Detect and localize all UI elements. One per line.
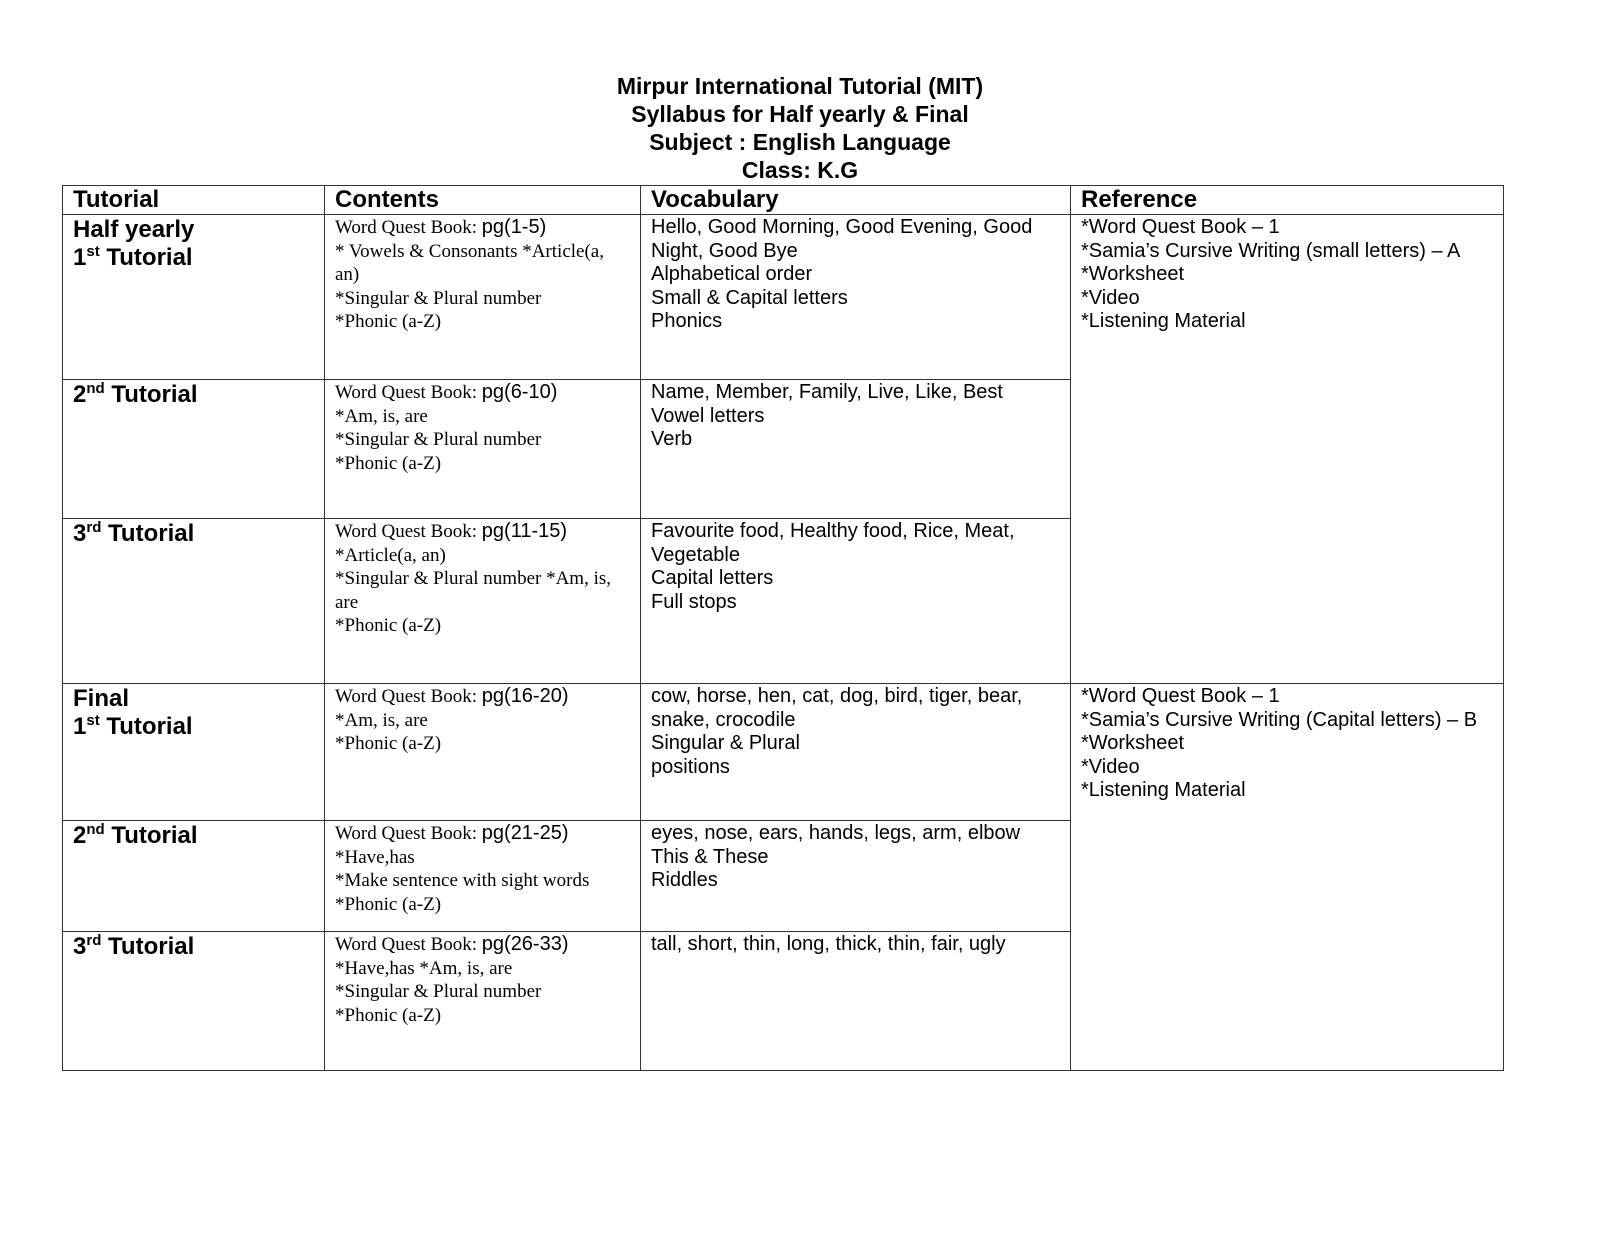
tutorial-cell <box>63 380 325 519</box>
contents-pages: pg(6-10) <box>481 381 558 403</box>
tutorial-cell <box>63 684 325 821</box>
table-row <box>63 684 1504 821</box>
reference-item: *Word Quest Book – 1 <box>1081 685 1280 707</box>
tutorial-number: 3 <box>73 520 87 547</box>
contents-book: Word Quest Book: <box>335 934 482 955</box>
tutorial-cell <box>63 932 325 1071</box>
contents-item: *Phonic (a-Z) <box>335 1004 442 1026</box>
reference-item: *Samia’s Cursive Writing (Capital letters) – B <box>1081 708 1478 731</box>
vocabulary-item: Small & Capital letters <box>651 286 848 309</box>
contents-book: Word Quest Book: <box>335 217 482 238</box>
vocabulary-cell <box>641 821 1071 932</box>
tutorial-cell <box>63 215 325 380</box>
contents-item: *Phonic (a-Z) <box>335 615 442 636</box>
tutorial-number: 2 <box>73 381 87 408</box>
vocabulary-item: Favourite food, Healthy food, Rice, Meat, Vegetable <box>651 520 1015 566</box>
reference-item: *Video <box>1081 755 1140 778</box>
contents-item: * Vowels & Consonants *Article(a, an) <box>335 240 604 285</box>
vocabulary-item: Alphabetical order <box>651 263 813 285</box>
tutorial-cell <box>63 519 325 684</box>
term-label: Half yearly <box>73 216 195 243</box>
syllabus-title: Syllabus for Half yearly & Final <box>631 101 969 127</box>
reference-item: *Worksheet <box>1081 263 1185 285</box>
tutorial-label: Tutorial <box>106 713 193 740</box>
vocabulary-item: Verb <box>651 428 693 450</box>
tutorial-label: Tutorial <box>111 822 198 849</box>
contents-cell <box>325 215 641 380</box>
vocabulary-item: Phonics <box>651 310 723 332</box>
reference-cell-half-yearly <box>1071 215 1504 684</box>
contents-pages: pg(21-25) <box>481 822 569 844</box>
column-header-contents: Contents <box>325 186 641 215</box>
vocabulary-item: Riddles <box>651 869 718 891</box>
vocabulary-item: Vowel letters <box>651 404 765 427</box>
vocabulary-item: Name, Member, Family, Live, Like, Best <box>651 381 1003 403</box>
tutorial-label: Tutorial <box>111 381 198 408</box>
reference-item: *Worksheet <box>1081 732 1185 754</box>
subject-title: Subject : English Language <box>649 129 951 155</box>
contents-item: *Singular & Plural number <box>335 429 542 450</box>
contents-item: *Phonic (a-Z) <box>335 733 442 754</box>
school-name: Mirpur International Tutorial (MIT) <box>616 73 984 99</box>
tutorial-label: Tutorial <box>108 933 195 960</box>
tutorial-label: Tutorial <box>106 244 193 271</box>
contents-pages: pg(11-15) <box>481 520 568 542</box>
contents-cell <box>325 932 641 1071</box>
reference-cell-final <box>1071 684 1504 1071</box>
contents-pages: pg(16-20) <box>481 685 569 707</box>
vocabulary-item: Singular & Plural <box>651 732 800 754</box>
reference-item: *Listening Material <box>1081 779 1246 801</box>
tutorial-ordinal: st <box>86 712 100 729</box>
tutorial-ordinal: nd <box>86 821 105 838</box>
contents-item: *Singular & Plural number <box>335 981 542 1002</box>
tutorial-ordinal: rd <box>86 519 102 536</box>
tutorial-number: 1 <box>73 244 87 271</box>
contents-item: *Phonic (a-Z) <box>335 311 442 332</box>
table-row <box>63 215 1504 380</box>
vocabulary-item: Capital letters <box>651 567 774 589</box>
table-header-row <box>63 186 1504 215</box>
vocabulary-item: Full stops <box>651 590 737 613</box>
tutorial-number: 1 <box>73 713 87 740</box>
reference-item: *Video <box>1081 286 1140 309</box>
reference-item: *Samia’s Cursive Writing (small letters) – A <box>1081 239 1461 262</box>
vocabulary-item: tall, short, thin, long, thick, thin, fair, ugly <box>651 933 1006 955</box>
tutorial-ordinal: rd <box>86 932 102 949</box>
reference-item: *Word Quest Book – 1 <box>1081 216 1280 238</box>
contents-cell <box>325 519 641 684</box>
contents-book: Word Quest Book: <box>335 686 482 707</box>
contents-cell <box>325 684 641 821</box>
tutorial-ordinal: st <box>86 243 100 260</box>
vocabulary-item: Hello, Good Morning, Good Evening, Good Night, Good Bye <box>651 216 1033 262</box>
vocabulary-cell <box>641 215 1071 380</box>
contents-book: Word Quest Book: <box>335 521 482 542</box>
term-label: Final <box>73 685 130 712</box>
contents-item: *Make sentence with sight words <box>335 870 590 891</box>
vocabulary-item: positions <box>651 755 730 778</box>
class-title: Class: K.G <box>741 157 859 183</box>
contents-cell <box>325 821 641 932</box>
vocabulary-cell <box>641 519 1071 684</box>
contents-pages: pg(26-33) <box>481 933 569 955</box>
column-header-reference: Reference <box>1071 186 1504 215</box>
contents-item: *Phonic (a-Z) <box>335 452 442 474</box>
contents-item: *Singular & Plural number <box>335 287 542 309</box>
column-header-tutorial: Tutorial <box>63 186 325 215</box>
contents-cell <box>325 380 641 519</box>
syllabus-table <box>62 185 1504 1071</box>
contents-item: *Have,has <box>335 846 415 868</box>
tutorial-number: 3 <box>73 933 87 960</box>
contents-item: *Singular & Plural number *Am, is, are <box>335 568 612 613</box>
reference-item: *Listening Material <box>1081 310 1246 332</box>
tutorial-label: Tutorial <box>108 520 195 547</box>
tutorial-cell <box>63 821 325 932</box>
contents-item: *Phonic (a-Z) <box>335 893 442 915</box>
tutorial-ordinal: nd <box>86 380 105 397</box>
column-header-vocabulary: Vocabulary <box>641 186 1071 215</box>
contents-pages: pg(1-5) <box>481 216 547 238</box>
vocabulary-item: This & These <box>651 845 769 868</box>
vocabulary-cell <box>641 684 1071 821</box>
vocabulary-cell <box>641 932 1071 1071</box>
document-header <box>0 72 1600 184</box>
contents-book: Word Quest Book: <box>335 823 482 844</box>
contents-item: *Have,has *Am, is, are <box>335 957 513 979</box>
vocabulary-cell <box>641 380 1071 519</box>
contents-book: Word Quest Book: <box>335 382 482 403</box>
contents-item: *Am, is, are <box>335 405 428 427</box>
contents-item: *Am, is, are <box>335 709 428 731</box>
vocabulary-item: eyes, nose, ears, hands, legs, arm, elbow <box>651 822 1021 844</box>
contents-item: *Article(a, an) <box>335 544 446 566</box>
tutorial-number: 2 <box>73 822 87 849</box>
vocabulary-item: cow, horse, hen, cat, dog, bird, tiger, bear, snake, crocodile <box>651 685 1023 731</box>
